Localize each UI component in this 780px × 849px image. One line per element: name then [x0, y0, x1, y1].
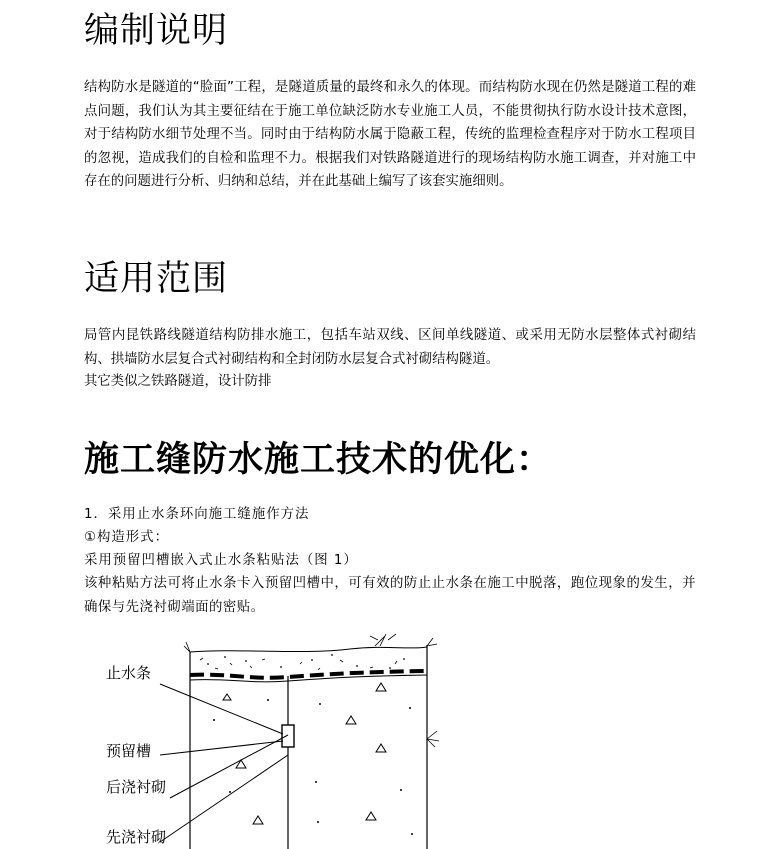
figure-label: 先浇衬砌: [106, 828, 167, 846]
section-heading: 编制说明: [84, 11, 229, 51]
figure-label: 预留槽: [106, 742, 152, 760]
construction-joint-diagram: [0, 620, 780, 849]
paragraph: 该种粘贴方法可将止水条卡入预留凹槽中，可有效的防止止水条在施工中脱落，跑位现象的发生，并确保与先浇衬砌端面的密贴。: [84, 576, 696, 615]
section-heading: 适用范围: [84, 259, 229, 299]
paragraph: 结构防水是隧道的“脸面”工程，是隧道质量的最终和永久的体现。而结构防水现在仍然是隧道工程的难点问题，我们认为其主要征结在于施工单位缺泛防水专业施工人员，不能贯彻执行防水设计技术意图，对于结构防水细节处理不当。同时由于结构防水属于隐蔽工程，传统的监理检查程序对于防水工程项目的忽视，造成我们的自检和监理不力。根据我们对铁路隧道进行的现场结构防水施工调查，并对施工中存在的问题进行分析、归纳和总结，并在此基础上编写了该套实施细则。: [84, 80, 696, 189]
list-item: 采用预留凹槽嵌入式止水条粘贴法（图 1）: [84, 553, 358, 568]
list-item: 1．采用止水条环向施工缝施作方法: [84, 507, 310, 522]
figure-label: 后浇衬砌: [106, 778, 167, 796]
list-item: ①构造形式：: [84, 530, 169, 545]
paragraph: 其它类似之铁路隧道，设计防排: [84, 374, 272, 389]
figure-label: 止水条: [106, 664, 152, 682]
section-heading: 施工缝防水施工技术的优化：: [84, 439, 553, 480]
paragraph: 局管内昆铁路线隧道结构防排水施工，包括车站双线、区间单线隧道、或采用无防水层整体式衬砌结构、拱墙防水层复合式衬砌结构和全封闭防水层复合式衬砌结构隧道。: [84, 328, 696, 367]
